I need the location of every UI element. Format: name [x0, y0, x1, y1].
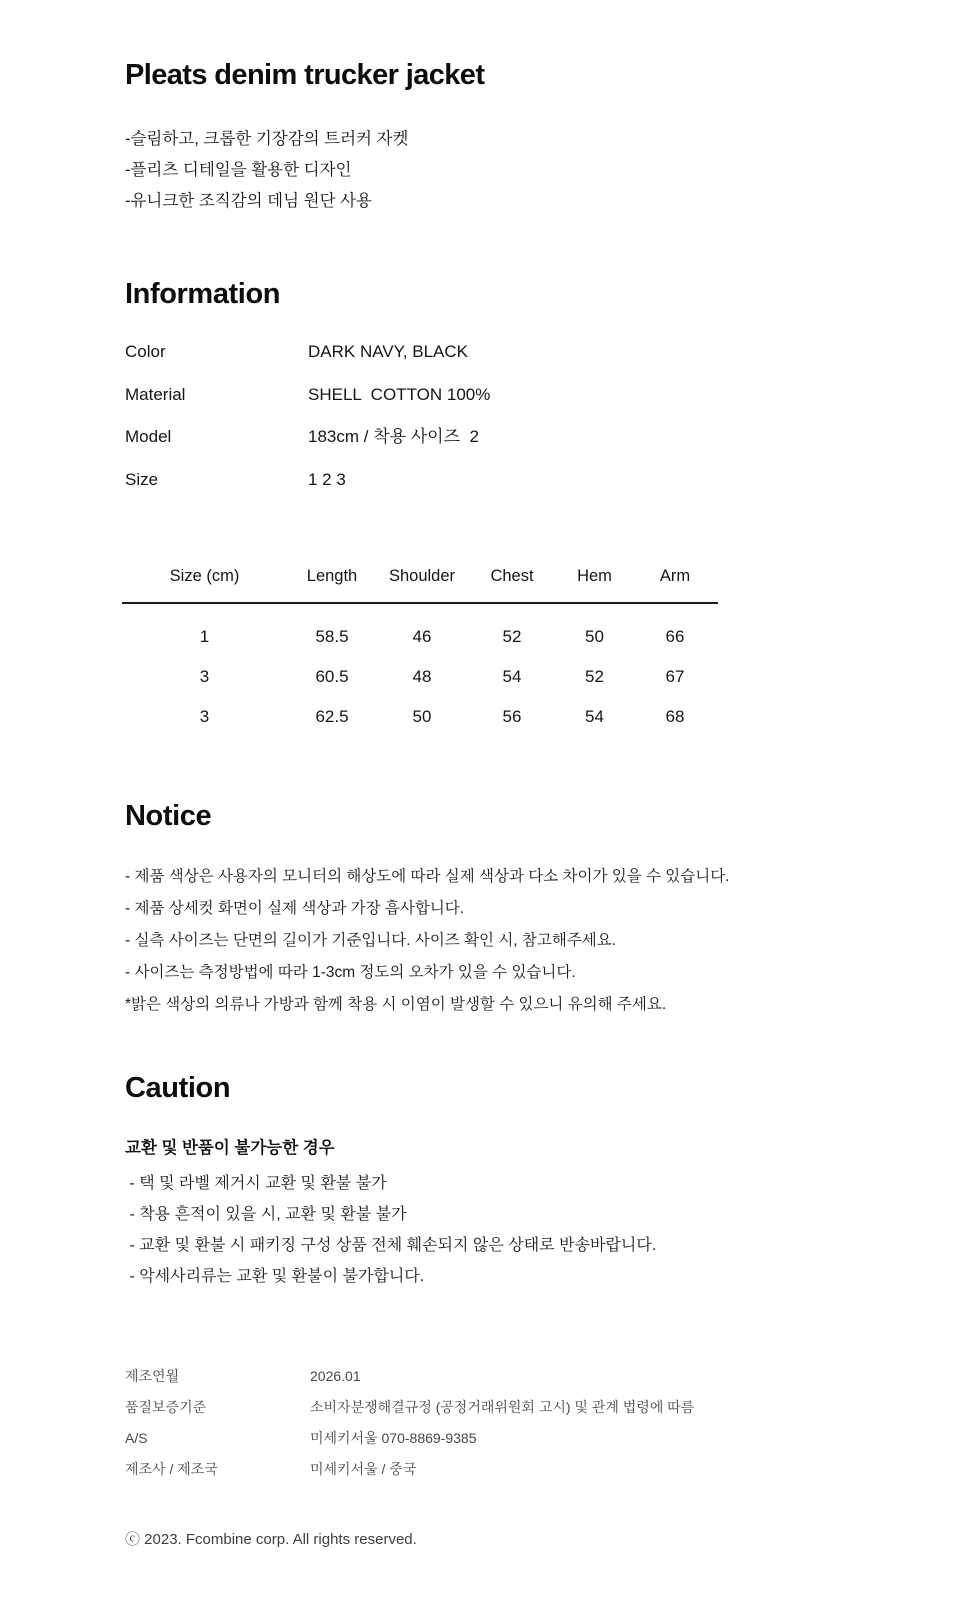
table-cell: 48 — [412, 666, 432, 686]
table-row — [122, 603, 718, 656]
info-label: Color — [125, 342, 166, 361]
table-row — [122, 656, 718, 696]
manufacturing-info-list — [125, 1366, 840, 1479]
table-cell: 66 — [665, 626, 685, 646]
mfg-label: 제조연월 — [125, 1367, 180, 1384]
mfg-value: 미세키서울 / 중국 — [310, 1460, 417, 1477]
product-feature-list — [125, 124, 840, 217]
column-header: Size (cm) — [122, 566, 287, 603]
column-header: Length — [287, 566, 377, 603]
mfg-row-warranty — [125, 1397, 840, 1417]
product-feature: -플리츠 디테일을 활용한 디자인 — [125, 161, 352, 179]
table-row — [122, 696, 718, 736]
info-row-model — [125, 426, 840, 447]
column-header: Shoulder — [377, 566, 467, 603]
information-heading: Information — [125, 278, 281, 310]
caution-item: - 택 및 라벨 제거시 교환 및 환불 불가 — [125, 1174, 387, 1192]
info-value: SHELL COTTON 100% — [308, 384, 491, 404]
table-cell: 50 — [585, 626, 604, 646]
table-cell: 56 — [502, 706, 522, 726]
column-header: Arm — [632, 566, 718, 603]
mfg-value: 미세키서울 070-8869-9385 — [310, 1429, 477, 1446]
info-row-color — [125, 341, 840, 362]
table-cell: 62.5 — [315, 706, 349, 726]
notice-item: - 실측 사이즈는 단면의 길이가 기준입니다. 사이즈 확인 시, 참고해주세요. — [125, 931, 617, 949]
info-row-material — [125, 384, 840, 405]
caution-item: - 착용 흔적이 있을 시, 교환 및 환불 불가 — [125, 1205, 407, 1223]
mfg-label: 제조사 / 제조국 — [125, 1460, 218, 1477]
info-label: Size — [125, 469, 159, 489]
table-cell: 52 — [502, 626, 522, 646]
info-value: 183cm / 착용 사이즈 2 — [308, 427, 479, 446]
info-label: Material — [125, 384, 186, 404]
table-cell: 50 — [412, 706, 432, 726]
size-table-header — [122, 566, 718, 603]
mfg-label: A/S — [125, 1429, 148, 1446]
table-cell: 67 — [665, 666, 685, 686]
notice-item: - 제품 상세컷 화면이 실제 색상과 가장 흡사합니다. — [125, 899, 465, 917]
caution-item: - 악세사리류는 교환 및 환불이 불가합니다. — [125, 1267, 425, 1285]
table-cell: 60.5 — [315, 666, 349, 686]
table-cell: 1 — [199, 626, 210, 646]
table-cell: 58.5 — [315, 626, 349, 646]
mfg-value: 2026.01 — [310, 1367, 361, 1384]
copyright-text: ⓒ 2023. Fcombine corp. All rights reserved. — [125, 1530, 417, 1548]
mfg-value: 소비자분쟁해결규정 (공정거래위원회 고시) 및 관계 법령에 따름 — [310, 1398, 695, 1415]
table-cell: 54 — [585, 706, 604, 726]
info-row-size — [125, 469, 840, 490]
product-feature: -슬림하고, 크롭한 기장감의 트러커 자켓 — [125, 130, 409, 148]
table-cell: 46 — [412, 626, 432, 646]
size-table-body — [122, 603, 718, 736]
table-cell: 3 — [199, 706, 210, 726]
info-label: Model — [125, 427, 172, 446]
product-title: Pleats denim trucker jacket — [125, 59, 485, 91]
mfg-row-as — [125, 1428, 840, 1448]
product-feature: -유니크한 조직감의 데님 원단 사용 — [125, 192, 372, 210]
notice-item: - 제품 색상은 사용자의 모니터의 해상도에 따라 실제 색상과 다소 차이가 있을 수 있습니다. — [125, 867, 730, 885]
table-cell: 52 — [585, 666, 604, 686]
column-header: Hem — [557, 566, 632, 603]
info-value: 1 2 3 — [308, 469, 346, 489]
info-value: DARK NAVY, BLACK — [308, 342, 468, 361]
notice-list — [125, 861, 840, 1021]
table-cell: 68 — [665, 706, 685, 726]
table-cell: 3 — [199, 666, 210, 686]
notice-item: - 사이즈는 측정방법에 따라 1-3cm 정도의 오차가 있을 수 있습니다. — [125, 963, 576, 981]
notice-item: *밝은 색상의 의류나 가방과 함께 착용 시 이염이 발생할 수 있으니 유의해 주세요. — [125, 995, 667, 1013]
table-cell: 54 — [502, 666, 522, 686]
caution-subheading: 교환 및 반품이 불가능한 경우 — [125, 1138, 335, 1157]
mfg-row-manufacturer — [125, 1459, 840, 1479]
information-list — [125, 341, 840, 490]
caution-list — [125, 1168, 840, 1292]
caution-item: - 교환 및 환불 시 패키징 구성 상품 전체 훼손되지 않은 상태로 반송바랍니다. — [125, 1236, 657, 1254]
table-header-row — [122, 566, 718, 603]
mfg-label: 품질보증기준 — [125, 1398, 207, 1415]
size-measurement-table — [122, 566, 718, 736]
mfg-row-date — [125, 1366, 840, 1386]
caution-heading: Caution — [125, 1071, 231, 1104]
column-header: Chest — [467, 566, 557, 603]
notice-heading: Notice — [125, 799, 212, 832]
